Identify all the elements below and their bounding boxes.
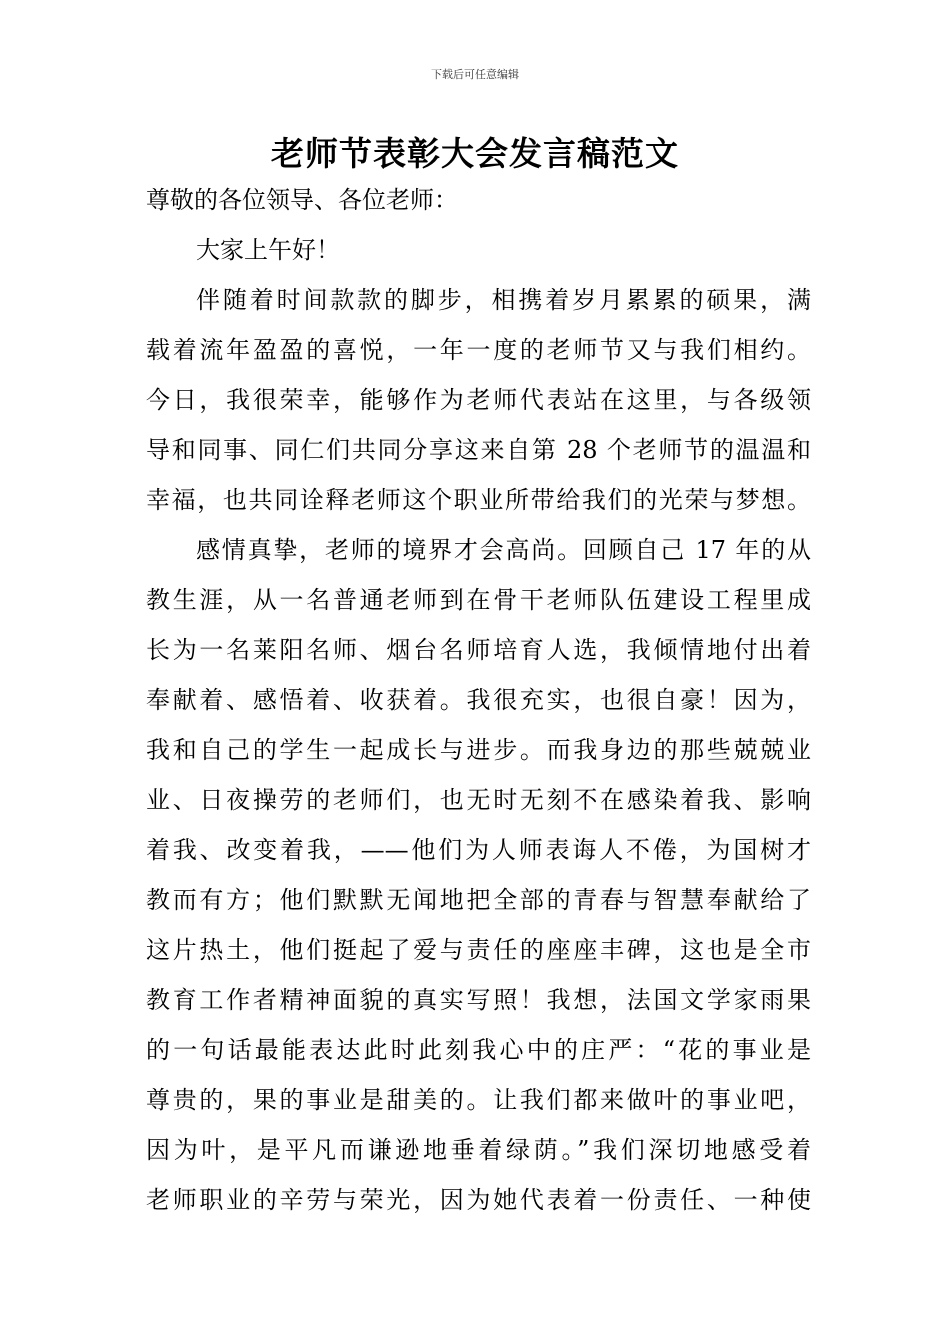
document-title: 老师节表彰大会发言稿范文 (271, 134, 679, 173)
body-line: 教生涯，从一名普通老师到在骨干老师队伍建设工程里成 (146, 586, 811, 614)
body-line: 这片热土，他们挺起了爱与责任的座座丰碑，这也是全市 (146, 936, 811, 964)
body-line: 教而有方；他们默默无闻地把全部的青春与智慧奉献给了 (146, 886, 811, 914)
greeting: 大家上午好！ (196, 236, 340, 264)
body-line: 教育工作者精神面貌的真实写照！我想，法国文学家雨果 (146, 986, 811, 1014)
body-line: 载着流年盈盈的喜悦，一年一度的老师节又与我们相约。 (146, 336, 811, 364)
body-line: 奉献着、感悟着、收获着。我很充实，也很自豪！因为， (146, 686, 811, 714)
body-line: 导和同事、同仁们共同分享这来自第 28 个老师节的温温和 (146, 436, 811, 464)
header-note: 下载后可任意编辑 (431, 68, 519, 81)
body-line: 伴随着时间款款的脚步，相携着岁月累累的硕果，满 (196, 286, 811, 314)
body-line: 感情真挚，老师的境界才会高尚。回顾自己 17 年的从 (196, 536, 811, 564)
body-line: 长为一名莱阳名师、烟台名师培育人选，我倾情地付出着 (146, 636, 811, 664)
body-line: 业、日夜操劳的老师们，也无时无刻不在感染着我、影响 (146, 786, 811, 814)
body-line: 我和自己的学生一起成长与进步。而我身边的那些兢兢业 (146, 736, 811, 764)
body-line: 幸福，也共同诠释老师这个职业所带给我们的光荣与梦想。 (146, 486, 811, 514)
body-line: 今日，我很荣幸，能够作为老师代表站在这里，与各级领 (146, 386, 811, 414)
body-line: 因为叶，是平凡而谦逊地垂着绿荫。”我们深切地感受着 (146, 1136, 811, 1164)
body-line: 尊贵的，果的事业是甜美的。让我们都来做叶的事业吧， (146, 1086, 811, 1114)
body-line: 老师职业的辛劳与荣光，因为她代表着一份责任、一种使 (146, 1186, 811, 1214)
body-line: 着我、改变着我，——他们为人师表诲人不倦，为国树才 (146, 836, 811, 864)
salutation: 尊敬的各位领导、各位老师： (146, 186, 458, 214)
body-line: 的一句话最能表达此时此刻我心中的庄严：“花的事业是 (146, 1036, 811, 1064)
